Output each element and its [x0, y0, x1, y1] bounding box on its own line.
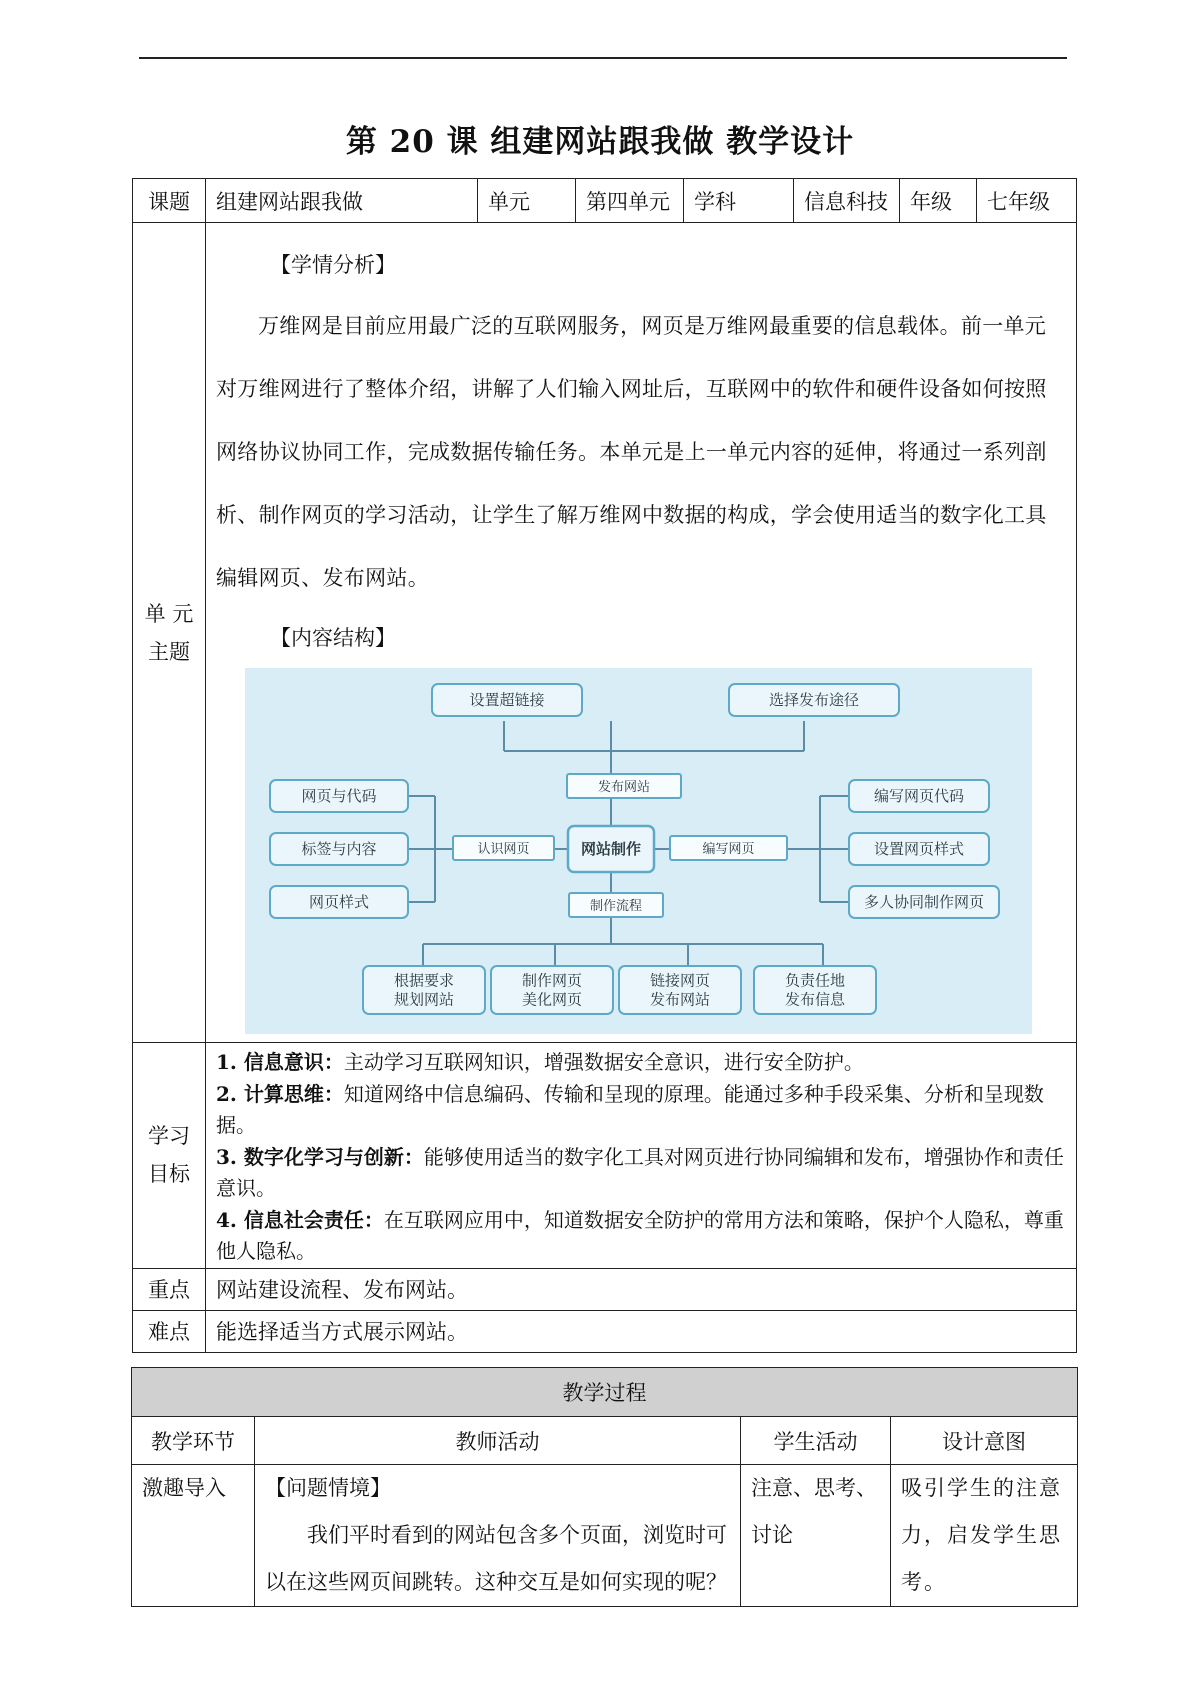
objective-lead: 2. 计算思维： — [216, 1081, 344, 1106]
document-title: 第 20 课 组建网站跟我做 教学设计 — [345, 124, 855, 160]
unit-label: 单元 — [478, 179, 576, 223]
node-left-item-label: 网页与代码 — [301, 787, 377, 805]
node-branch-top — [567, 774, 681, 798]
stage-cell: 激趣导入 — [132, 1465, 255, 1607]
content-structure-diagram — [245, 668, 1032, 1034]
column-header: 教学环节 — [132, 1417, 255, 1465]
objective-text: 知道网络中信息编码、传输和呈现的原理。能通过多种手段采集、分析和呈现数据。 — [216, 1081, 1044, 1137]
topic-label: 课题 — [133, 179, 206, 223]
difficulty-row — [133, 1310, 1077, 1352]
info-row — [133, 179, 1077, 223]
node-bottom-item-label: 根据要求 — [393, 971, 455, 990]
objective-item — [216, 1079, 1066, 1142]
node-branch-bottom — [569, 893, 663, 917]
node-right-item-label: 编写网页代码 — [873, 787, 965, 805]
lesson-info-table — [132, 178, 1077, 1353]
node-bottom-item-label: 链接网页 — [649, 971, 711, 990]
key-point-row — [133, 1268, 1077, 1310]
node-branch-bottom-label: 制作流程 — [589, 899, 643, 914]
objectives-row — [133, 1043, 1077, 1269]
column-header: 教师活动 — [255, 1417, 741, 1465]
node-bottom-item-label: 负责任地 — [784, 971, 846, 990]
node-branch-left-label: 认识网页 — [477, 842, 530, 857]
node-branch-left — [453, 836, 554, 860]
node-right-item — [849, 780, 989, 812]
unit-theme-label-line2: 主题 — [148, 639, 190, 664]
unit-value: 第四单元 — [576, 179, 684, 223]
teaching-process-table — [131, 1367, 1078, 1607]
teacher-activity-text: 我们平时看到的网站包含多个页面，浏览时可以在这些网页间跳转。这种交互是如何实现的呢？ — [265, 1523, 727, 1594]
node-bottom-item — [619, 966, 741, 1014]
node-top-item-label: 设置超链接 — [469, 691, 545, 709]
node-right-item — [849, 833, 989, 865]
node-bottom-item — [363, 966, 485, 1014]
unit-theme-content — [206, 223, 1077, 1043]
subject-value: 信息科技 — [794, 179, 900, 223]
column-header: 设计意图 — [891, 1417, 1078, 1465]
node-bottom-item-label: 发布网站 — [649, 990, 711, 1009]
node-bottom-item — [754, 966, 876, 1014]
node-center-label: 网站制作 — [580, 840, 642, 858]
unit-theme-row — [133, 223, 1077, 1043]
design-intent-cell: 吸引学生的注意力，启发学生思考。 — [891, 1465, 1078, 1607]
header-rule — [139, 57, 1067, 59]
grade-value: 七年级 — [977, 179, 1077, 223]
structure-heading: 【内容结构】 — [270, 626, 396, 650]
teacher-activity-heading: 【问题情境】 — [265, 1476, 391, 1500]
process-row — [132, 1465, 1078, 1607]
objective-text: 主动学习互联网知识，增强数据安全意识，进行安全防护。 — [343, 1050, 864, 1074]
process-column-header-row — [132, 1417, 1078, 1465]
objective-item — [216, 1142, 1066, 1205]
node-center — [568, 826, 654, 872]
key-point-label: 重点 — [133, 1268, 206, 1310]
node-bottom-item — [491, 966, 613, 1014]
column-header: 学生活动 — [741, 1417, 891, 1465]
node-bottom-item-label: 美化网页 — [521, 990, 583, 1009]
grade-label: 年级 — [900, 179, 977, 223]
objective-item — [216, 1047, 1066, 1079]
node-branch-right — [670, 836, 787, 860]
node-top-item — [729, 684, 899, 716]
difficulty-label: 难点 — [133, 1310, 206, 1352]
node-right-item-label: 多人协同制作网页 — [863, 893, 985, 911]
topic-value: 组建网站跟我做 — [206, 179, 478, 223]
analysis-text: 万维网是目前应用最广泛的互联网服务，网页是万维网最重要的信息载体。前一单元对万维网进行了整体介绍，讲解了人们输入网址后，互联网中的软件和硬件设备如何按照网络协议协同工作，完成数据传输任务。本单元是上一单元内容的延伸，将通过一系列剖析、制作网页的学习活动，让学生了解万维网中数据的构成，学会使用适当的数字化工具编辑网页、发布网站。 — [216, 314, 1047, 590]
objective-lead: 4. 信息社会责任： — [216, 1207, 384, 1232]
node-bottom-item-label: 发布信息 — [784, 990, 846, 1009]
objective-text: 能够使用适当的数字化工具对网页进行协同编辑和发布，增强协作和责任意识。 — [216, 1144, 1064, 1200]
objectives-label-line2: 目标 — [148, 1162, 190, 1187]
objective-lead: 1. 信息意识： — [216, 1050, 344, 1074]
node-left-item — [270, 833, 408, 865]
node-left-item-label: 网页样式 — [308, 893, 370, 911]
process-heading-row — [132, 1368, 1078, 1417]
difficulty-text: 能选择适当方式展示网站。 — [206, 1310, 1077, 1352]
node-right-item-label: 设置网页样式 — [873, 840, 965, 858]
node-right-item — [849, 886, 999, 918]
node-top-item — [432, 684, 582, 716]
node-left-item — [270, 780, 408, 812]
analysis-heading: 【学情分析】 — [270, 253, 396, 277]
objectives-content — [206, 1043, 1077, 1269]
node-branch-top-label: 发布网站 — [597, 780, 651, 795]
objectives-label — [133, 1043, 206, 1269]
node-branch-right-label: 编写网页 — [702, 842, 755, 857]
node-left-item — [270, 886, 408, 918]
process-heading: 教学过程 — [132, 1368, 1078, 1417]
objective-item — [216, 1205, 1066, 1268]
objectives-label-line1: 学习 — [148, 1124, 190, 1149]
node-left-item-label: 标签与内容 — [301, 840, 377, 858]
node-top-item-label: 选择发布途径 — [768, 691, 860, 709]
node-bottom-item-label: 规划网站 — [393, 990, 455, 1009]
unit-theme-label-line1: 单 元 — [144, 601, 194, 626]
objective-lead: 3. 数字化学习与创新： — [216, 1144, 424, 1169]
subject-label: 学科 — [684, 179, 794, 223]
student-activity-cell: 注意、思考、讨论 — [741, 1465, 891, 1607]
unit-theme-label — [133, 223, 206, 1043]
objective-text: 在互联网应用中，知道数据安全防护的常用方法和策略，保护个人隐私，尊重他人隐私。 — [216, 1207, 1064, 1263]
node-bottom-item-label: 制作网页 — [521, 971, 583, 990]
key-point-text: 网站建设流程、发布网站。 — [206, 1268, 1077, 1310]
teacher-activity-cell — [255, 1465, 741, 1607]
